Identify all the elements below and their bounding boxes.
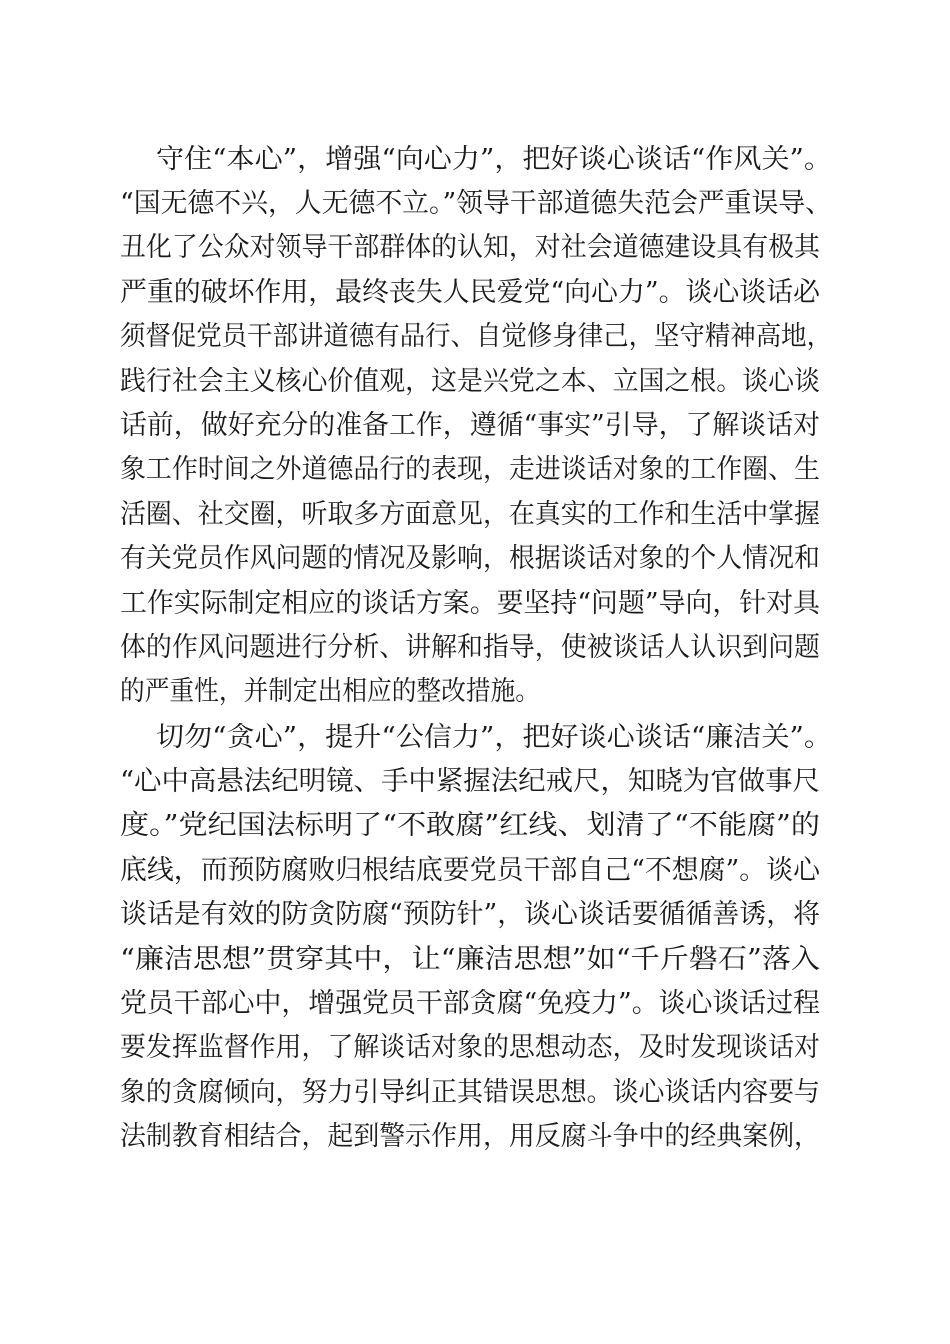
text-line-content: 践行社会主义核心价值观，这是兴党之本、立国之根。谈心谈 [120,366,820,397]
text-line [0,982,950,1026]
text-line-content: 活圈、社交圈，听取多方面意见，在真实的工作和生活中掌握 [120,499,820,530]
text-line-content: 象工作时间之外道德品行的表现，走进谈话对象的工作圈、生 [120,454,820,485]
text-line-content: 工作实际制定相应的谈话方案。要坚持“问题”导向，针对具 [120,588,821,619]
text-line [0,582,950,626]
text-line-content: 谈话是有效的防贪防腐“预防针”，谈心谈话要循循善诱，将 [120,899,821,930]
text-line [0,537,950,581]
text-line [0,1026,950,1070]
text-line-content: “廉洁思想”贯穿其中，让“廉洁思想”如“千斤磐石”落入 [120,944,820,975]
text-line-content: 象的贪腐倾向，努力引导纠正其错误思想。谈心谈话内容要与 [120,1077,820,1108]
text-line-content: 须督促党员干部讲道德有品行、自觉修身律己，坚守精神高地， [120,321,833,352]
text-line [0,1115,950,1159]
text-line [0,271,950,315]
text-line-content: “国无德不兴，人无德不立。”领导干部道德失范会严重误导、 [120,188,833,219]
text-line [0,138,950,182]
text-line-content: 要发挥监督作用，了解谈话对象的思想动态，及时发现谈话对 [120,1032,820,1063]
text-line [0,448,950,492]
text-line [0,1071,950,1115]
text-line [0,404,950,448]
text-line-content: 党员干部心中，增强党员干部贪腐“免疫力”。谈心谈话过程 [120,988,821,1019]
text-line-content: 切勿“贪心”，提升“公信力”，把好谈心谈话“廉洁关”。 [156,722,833,753]
text-line [0,493,950,537]
text-line [0,182,950,226]
text-line-content: 法制教育相结合，起到警示作用，用反腐斗争中的经典案例， [120,1121,820,1152]
text-line-content: 守住“本心”，增强“向心力”，把好谈心谈话“作风关”。 [156,144,833,175]
text-line [0,626,950,670]
text-line-content: “心中高悬法纪明镜、手中紧握法纪戒尺，知晓为官做事尺 [120,766,820,797]
text-line [0,804,950,848]
text-line [0,360,950,404]
text-line [0,315,950,359]
text-line [0,893,950,937]
text-line-content: 底线，而预防腐败归根结底要党员干部自己“不想腐”。谈心 [120,855,821,886]
text-line-content: 有关党员作风问题的情况及影响，根据谈话对象的个人情况和 [120,543,820,574]
text-line-content: 话前，做好充分的准备工作，遵循“事实”引导，了解谈话对 [120,410,821,441]
text-line-content: 严重的破坏作用，最终丧失人民爱党“向心力”。谈心谈话必 [120,277,821,308]
text-line-content: 的严重性，并制定出相应的整改措施。 [120,676,540,707]
text-line [0,938,950,982]
text-line-content: 体的作风问题进行分析、讲解和指导，使被谈话人认识到问题 [120,632,820,663]
text-line [0,760,950,804]
text-line [0,226,950,270]
text-line [0,849,950,893]
text-line [0,670,950,714]
text-line-content: 丑化了公众对领导干部群体的认知，对社会道德建设具有极其 [120,232,820,263]
text-line [0,716,950,760]
text-line-content: 度。”党纪国法标明了“不敢腐”红线、划清了“不能腐”的 [120,810,820,841]
